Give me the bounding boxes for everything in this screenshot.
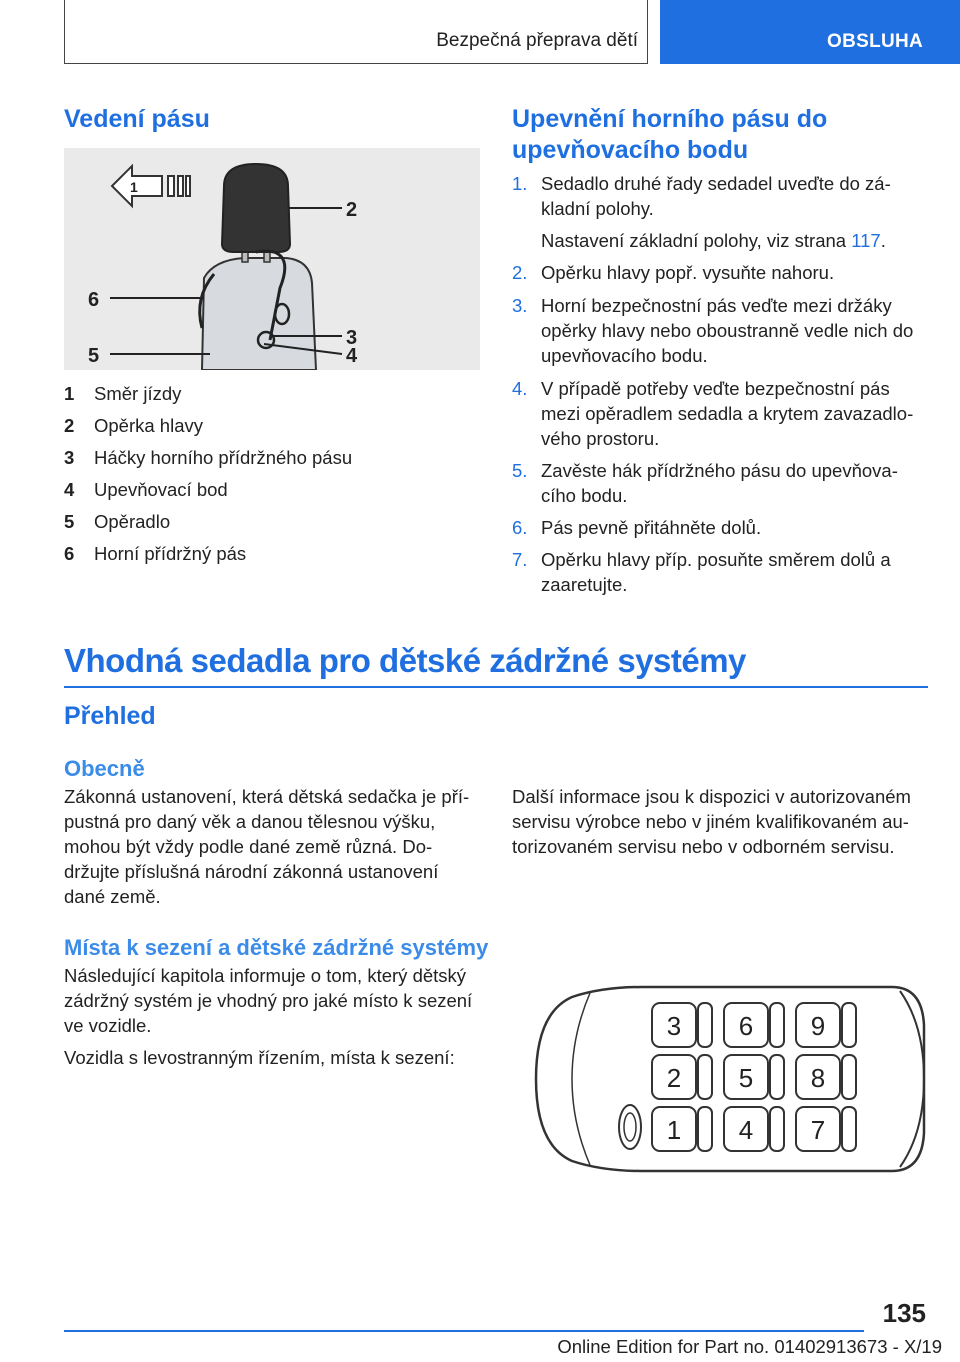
general-text-right: Další informace jsou k dispozici v autorizovaném servisu výrobce nebo v jiném kvalifikovaném au- torizovaném servisu nebo v odborném servisu. [512, 786, 911, 857]
step-4: 4. V případě potřeby veďte bezpečnostní pás mezi opěradlem sedadla a krytem zavazadlo- vého prostoru. [512, 378, 914, 449]
page-link[interactable]: 117 [851, 230, 881, 251]
seats-title: Místa k sezení a dětské zádržné systémy [64, 935, 489, 960]
legend-item: 6 Horní přídržný pás [64, 543, 247, 564]
figure-label-1: 1 [130, 179, 138, 195]
seat-9: 9 [810, 1011, 826, 1041]
step-3: 3. Horní bezpečnostní pás veďte mezi držáky opěrky hlavy nebo oboustranně vedle nich do upevňovacího bodu. [512, 295, 914, 366]
seat-layout-diagram [532, 985, 928, 1173]
suitable-seats-title: Vhodná sedadla pro dětské zádržné systémy [64, 642, 746, 679]
legend-item: 1 Směr jízdy [64, 383, 182, 404]
attach-title: Upevnění horního pásu do upevňovacího bodu [512, 105, 828, 164]
seat-2: 2 [666, 1063, 682, 1093]
footer-edition: Online Edition for Part no. 01402913673 - X/19 [557, 1336, 942, 1357]
general-title: Obecně [64, 756, 145, 781]
general-text-left: Zákonná ustanovení, která dětská sedačka je pří- pustná pro daný věk a danou tělesnou výšku, mohou být vždy podle dané země různá. Do- držujte příslušná národní zákonná ustanovení dané země. [64, 786, 470, 907]
belt-routing-title: Vedení pásu [64, 105, 210, 133]
section-rule [64, 686, 928, 688]
seats-text: Následující kapitola informuje o tom, který dětský zádržný systém je vhodný pro jaké místo k sezení ve vozidle. Vozidla s levostranným řízením, místa k sezení: [64, 965, 473, 1068]
legend-item: 5 Opěradlo [64, 511, 171, 532]
steering-wheel-icon [619, 1105, 641, 1149]
page-number: 135 [882, 1298, 926, 1328]
seat-1: 1 [666, 1115, 682, 1145]
section-tab [660, 0, 960, 64]
seat-8: 8 [810, 1063, 826, 1093]
step-note: Nastavení základní polohy, viz strana 117. [541, 230, 886, 251]
legend-item: 2 Opěrka hlavy [64, 415, 203, 436]
step-5: 5. Zavěste hák přídržného pásu do upevňova- cího bodu. [512, 460, 898, 506]
legend-item: 3 Háčky horního přídržného pásu [64, 447, 353, 468]
footer-rule [64, 1330, 864, 1332]
seat-7: 7 [810, 1115, 826, 1145]
seat-3: 3 [666, 1011, 682, 1041]
figure-label-6: 6 [88, 289, 100, 311]
seat-5: 5 [738, 1063, 754, 1093]
figure-label-5: 5 [88, 345, 100, 367]
step-7: 7. Opěrku hlavy příp. posuňte směrem dolů a zaaretujte. [512, 549, 891, 595]
figure-label-3: 3 [346, 327, 358, 349]
overview-title: Přehled [64, 702, 156, 730]
figure-label-2: 2 [346, 199, 358, 221]
seat-6: 6 [738, 1011, 754, 1041]
step-1: 1. Sedadlo druhé řady sedadel uveďte do zá- kladní polohy. [512, 173, 891, 219]
step-6: 6. Pás pevně přitáhněte dolů. [512, 517, 762, 538]
figure-label-4: 4 [346, 345, 358, 367]
legend-item: 4 Upevňovací bod [64, 479, 228, 500]
seat-4: 4 [738, 1115, 754, 1145]
headrest-figure [64, 148, 480, 370]
section-label: OBSLUHA [827, 31, 924, 52]
step-2: 2. Opěrku hlavy popř. vysuňte nahoru. [512, 262, 835, 283]
chapter-title: Bezpečná přeprava dětí [436, 30, 638, 51]
